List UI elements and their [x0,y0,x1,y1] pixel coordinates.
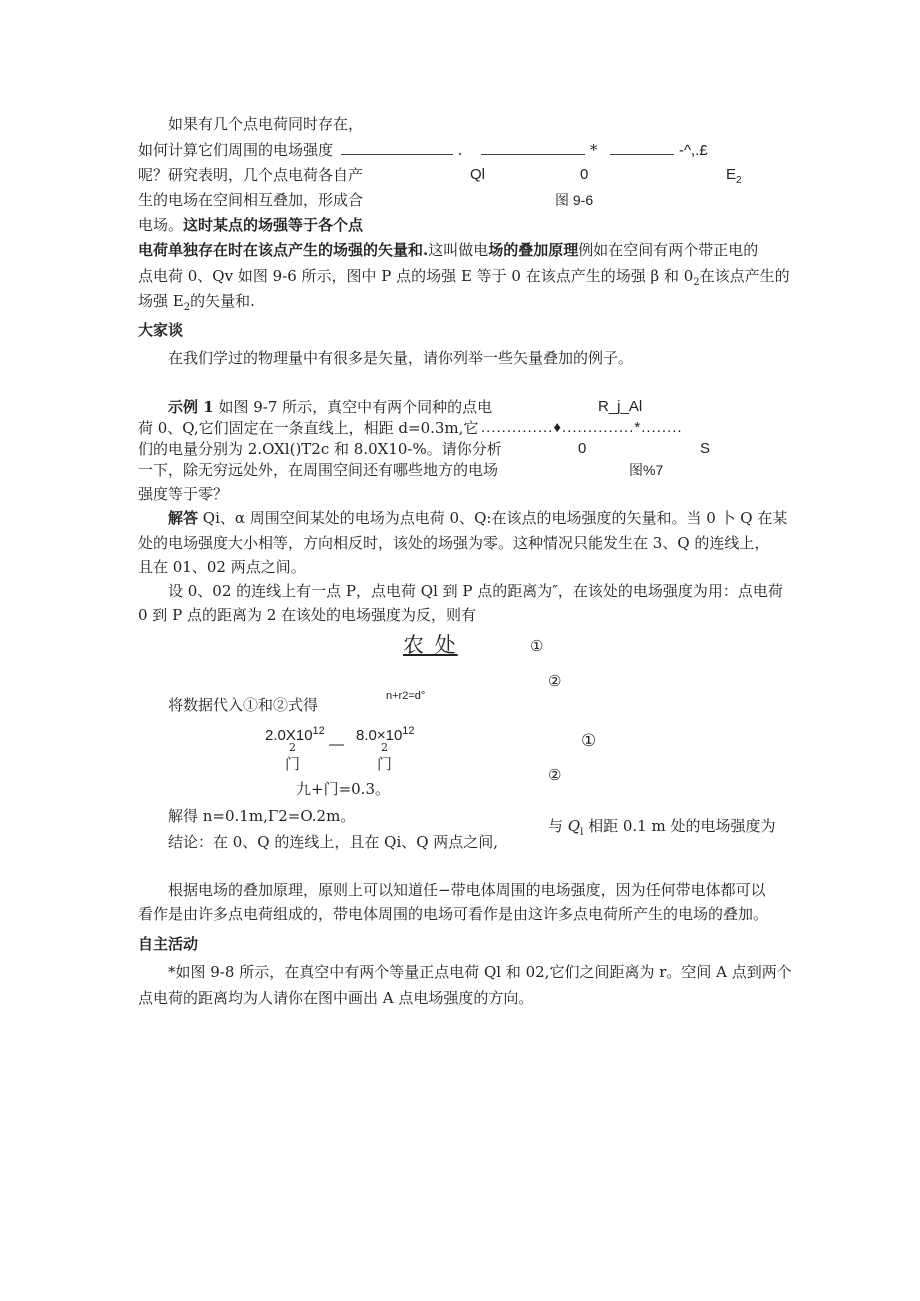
para2-line1: 根据电场的叠加原理，原则上可以知道任−带电体周围的电场强度，因为任何带电体都可以 [168,881,766,899]
para2-line2: 看作是由许多点电荷组成的，带电体周围的电场可看作是由这许多点电荷所产生的电场的叠加。 [138,905,769,923]
para1-line5b: 这时某点的场强等于各个点 [183,216,364,234]
fig96-e2-sub: 2 [736,175,742,186]
fig96-caption: 图 9-6 [555,192,594,208]
para1-line5a: 电场。 [138,216,184,234]
answer-label: 解答 [168,509,199,527]
fraction-2-num-sup: 12 [402,725,415,737]
fraction-1-num-text: 2.0X10 [265,727,313,744]
fraction-2-num-text: 8.0×10 [356,727,403,744]
para1-line8a: 场强 E [138,292,184,310]
para1-line2 [138,140,708,161]
equation-sum: n+r2=d° [386,690,426,702]
equation-mark-4: ② [548,766,562,784]
activity-heading: 自主活动 [138,935,199,953]
discuss-heading: 大家谈 [138,321,184,339]
para1-line6b: 这叫做电 [428,241,489,259]
blank-line [481,142,585,155]
para1-line5 [138,215,363,235]
equation-sum-2: 九+门=0.3。 [296,780,390,798]
conclusion-q-sub: l [580,827,584,838]
para1-line6d: 例如在空间有两个带正电的 [578,241,759,259]
answer-line2: 处的电场强度大小相等，方向相反时，该处的场强为零。这种情况只能发生在 3、Q 的连线上， [138,534,770,552]
fraction-1-exponent: 2 [289,741,296,754]
fig97-caption: 图%7 [629,462,664,478]
fraction-dash: — [329,736,344,753]
para1-line8 [138,291,255,318]
para1-line7-sub: 2 [693,277,700,288]
conclusion-b-text: 与 [548,817,564,835]
fraction-2-denominator: 门 [377,755,393,773]
equation-main: 农 处 [403,633,458,657]
para1-line8-sub: 2 [183,302,191,313]
answer-line3: 且在 01、02 两点之间。 [138,558,306,576]
conclusion-b-text: 相距 0.1 m 处的电场强度为 [588,817,776,835]
conclusion-line-a: 结论：在 0、Q 的连线上，且在 Qi、Q 两点之间, [168,833,499,851]
para1-line8b: 的矢量和. [190,292,255,310]
para1-line6a: 电荷单独存在时在该点产生的场强的矢量和. [138,241,429,259]
para1-line7-end: 在该点产生的 [699,267,790,285]
fraction-1-denominator: 门 [285,755,301,773]
answer-line1 [168,508,787,528]
example-line5: 强度等于零？ [138,485,229,503]
answer-line4: 设 0、02 的连线上有一点 P，点电荷 Ql 到 P 点的距离为″，在该处的电场强度为用：点电荷 [168,582,783,600]
fig97-dots: .............. [562,419,635,436]
blank-dot: . [457,141,463,159]
fig96-q1-label: Ql [470,166,485,183]
example-line1-text: 如图 9-7 所示，真空中有两个同种的点电 [213,398,493,416]
example-label: 示例 1 [168,398,214,416]
equation-mark-2: ② [548,672,562,690]
fig97-s-label: S [700,440,711,457]
substitute-intro: 将数据代入①和②式得 [168,696,319,714]
fraction-1-num-sup: 12 [312,725,325,737]
blank-end: -^,.£ [678,142,708,159]
blank-star: * [589,141,598,159]
fig97-zero-label: 0 [578,440,587,457]
solution-line: 解得 n=0.1m,Γ2=O.2m。 [168,807,356,825]
conclusion-q: Q [567,817,581,835]
example-line3: 们的电量分别为 2.OXl()T2c 和 8.0X10-%。请你分析 [138,440,502,458]
para1-line6c: 场的叠加原理 [488,241,579,259]
fig97-top-label: R_j_Al [598,398,643,415]
para1-line7 [138,266,790,293]
example-line2: 荷 0、Q,它们固定在一条直线上，相距 d=0.3m,它 [138,419,479,437]
para1-line7-text: 点电荷 0、Qv 如图 9-6 所示，图中 P 点的场强 E 等于 0 在该点产生的场强 β 和 0 [138,267,694,285]
fig96-e2-label [726,165,742,191]
answer-line5: 0 到 P 点的距离为 2 在该处的电场强度为反，则有 [138,606,477,624]
fig97-dots: ........ [641,419,683,436]
fig97-line [481,418,683,438]
para1-line1: 如果有几个点电荷同时存在， [168,115,364,133]
fig97-star: * [634,419,642,436]
fig97-dots: .............. [481,419,554,436]
para1-line4: 生的电场在空间相互叠加，形成合 [138,191,364,209]
activity-line2: 点电荷的距离均为人请你在图中画出 A 点电场强度的方向。 [138,989,534,1007]
activity-line1: *如图 9-8 所示，在真空中有两个等量正点电荷 Ql 和 02,它们之间距离为 r。空间 A 点到两个 [168,963,792,981]
fraction-2-exponent: 2 [381,741,388,754]
blank-line [341,142,453,155]
blank-line [610,142,674,155]
discuss-text: 在我们学过的物理量中有很多是矢量，请你列举一些矢量叠加的例子。 [168,349,634,367]
para1-line2-text: 如何计算它们周围的电场强度 [138,141,334,159]
answer-line1-text: Qi、α 周围空间某处的电场为点电荷 0、Q:在该点的电场强度的矢量和。当 0 卜 Q 在某 [198,509,788,527]
conclusion-line-b [548,816,775,843]
para1-line3: 呢？研究表明，几个点电荷各自产 [138,166,364,184]
fig97-diamond: ♦ [553,419,563,436]
equation-mark-1: ① [530,637,544,655]
example-line4: 一下，除无穷远处外，在周围空间还有哪些地方的电场 [138,461,499,479]
example-line1 [168,397,492,417]
fig96-e2-text: E [726,166,737,183]
equation-mark-3: ① [581,731,597,751]
para1-line6 [138,240,758,260]
fig96-zero-label: 0 [580,166,589,183]
